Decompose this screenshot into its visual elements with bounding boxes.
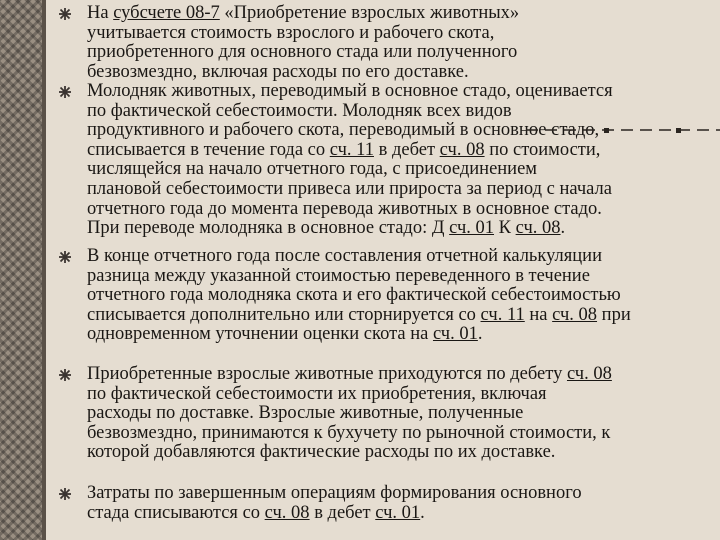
text-line — [87, 180, 713, 200]
text-segment: На — [87, 3, 114, 23]
text-line — [87, 141, 713, 161]
text-line — [87, 160, 713, 180]
text-line — [87, 82, 713, 102]
paragraph-text — [87, 247, 713, 345]
paragraph-text — [87, 484, 713, 523]
text-line — [87, 504, 713, 524]
asterisk-bullet-icon — [58, 368, 72, 382]
text-segment: . — [477, 324, 483, 345]
text-segment: в дебет — [373, 139, 440, 160]
asterisk-bullet-icon — [58, 250, 72, 264]
text-segment: по фактической себестоимости. Молодняк всех видов — [87, 100, 512, 121]
account-reference: сч. 01 — [375, 502, 421, 523]
account-reference: сч. 01 — [432, 324, 478, 345]
text-segment: числящейся на начало отчетного года, с присоединением — [87, 159, 537, 180]
text-segment: При переводе молодняка в основное стадо: Д — [87, 218, 450, 239]
text-segment: отчетного года до момента перевода животных в основное стадо. — [87, 198, 602, 219]
asterisk-bullet-icon — [58, 487, 72, 501]
decorative-frame-left — [0, 0, 46, 540]
asterisk-bullet-icon — [58, 85, 72, 99]
account-reference: сч. 08 — [515, 218, 561, 239]
account-reference: сч. 08 — [566, 364, 612, 384]
account-reference: сч. 08 — [552, 304, 598, 325]
text-segment: плановой себестоимости привеса или прироста за период с начала — [87, 178, 612, 199]
text-segment: при — [597, 304, 631, 325]
text-segment: Приобретенные взрослые животные приходуются по дебету — [87, 364, 567, 384]
paragraph-text — [87, 4, 713, 82]
decorative-dashed-line — [526, 126, 720, 134]
text-segment: разница между указанной стоимостью переведенного в течение — [87, 265, 590, 286]
text-line — [87, 443, 713, 463]
text-segment: списывается дополнительно или сторнируется со — [87, 304, 481, 325]
text-line — [87, 247, 713, 267]
text-line — [87, 325, 713, 345]
text-segment: безвозмездно, принимаются к бухучету по рыночной стоимости, к — [87, 422, 611, 443]
text-line — [87, 365, 713, 385]
account-reference: сч. 11 — [480, 304, 525, 325]
text-line — [87, 24, 713, 44]
account-reference: сч. 08 — [439, 139, 485, 160]
text-segment: которой добавляются фактические расходы по их доставке. — [87, 442, 556, 463]
text-segment: приобретенного для основного стада или полученного — [87, 42, 518, 63]
text-segment: по фактической себестоимости их приобретения, включая — [87, 383, 547, 404]
text-segment: стада списываются со — [87, 502, 265, 523]
text-line — [87, 43, 713, 63]
text-line — [87, 404, 713, 424]
text-line — [87, 102, 713, 122]
text-segment: расходы по доставке. Взрослые животные, полученные — [87, 403, 524, 424]
text-segment: на — [524, 304, 553, 325]
text-line — [87, 63, 713, 83]
text-segment: . — [560, 218, 566, 239]
text-segment: Затраты по завершенным операциям формирования основного — [87, 483, 582, 503]
account-reference: сч. 11 — [329, 139, 374, 160]
text-segment: учитывается стоимость взрослого и рабочего скота, — [87, 22, 495, 43]
text-segment: одновременном уточнении оценки скота на — [87, 324, 433, 345]
text-line — [87, 385, 713, 405]
text-line — [87, 484, 713, 504]
text-segment: Молодняк животных, переводимый в основное стадо, оценивается — [87, 81, 613, 101]
paragraph-text — [87, 365, 713, 463]
text-line — [87, 267, 713, 287]
text-segment: «Приобретение взрослых животных» — [219, 3, 520, 23]
text-segment: по стоимости, — [484, 139, 601, 160]
paragraph-text — [87, 82, 713, 239]
text-line — [87, 286, 713, 306]
text-line — [87, 306, 713, 326]
account-reference: сч. 08 — [264, 502, 310, 523]
text-segment: продуктивного и рабочего скота, переводимый в основное стадо, — [87, 120, 600, 141]
text-segment: списывается в течение года со — [87, 139, 330, 160]
asterisk-bullet-icon — [58, 7, 72, 21]
text-segment: отчетного года молодняка скота и его фактической себестоимостью — [87, 285, 621, 306]
text-line — [87, 4, 713, 24]
text-line — [87, 424, 713, 444]
text-segment: К — [494, 218, 516, 239]
account-reference: субсчете 08-7 — [113, 3, 220, 23]
text-segment: в дебет — [309, 502, 376, 523]
account-reference: сч. 01 — [449, 218, 495, 239]
text-segment: безвозмездно, включая расходы по его доставке. — [87, 61, 469, 82]
text-segment: В конце отчетного года после составления отчетной калькуляции — [87, 246, 602, 266]
text-segment: . — [420, 502, 425, 523]
text-line — [87, 219, 713, 239]
text-line — [87, 200, 713, 220]
